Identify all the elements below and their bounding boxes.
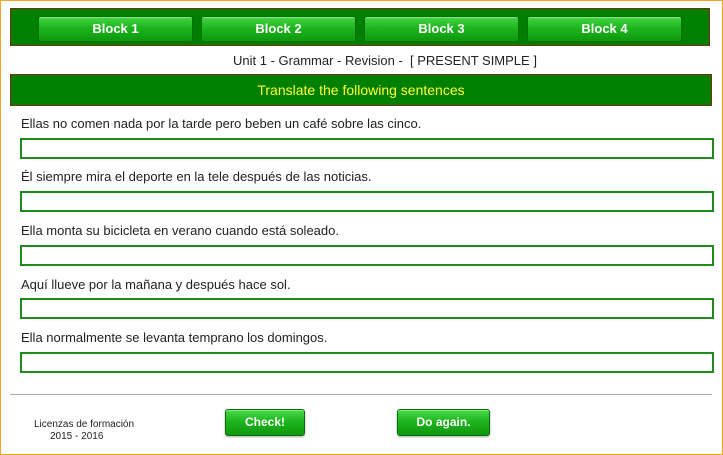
block-3-button[interactable]: Block 3 <box>364 16 519 42</box>
license-line-2: 2015 - 2016 <box>50 431 104 442</box>
question-4-sentence: Aquí llueve por la mañana y después hace sol. <box>21 277 291 292</box>
block-1-button[interactable]: Block 1 <box>38 16 193 42</box>
answer-5-input[interactable] <box>20 352 714 373</box>
footer-divider <box>10 394 712 395</box>
block-nav-bar <box>10 8 710 46</box>
question-1-sentence: Ellas no comen nada por la tarde pero beben un café sobre las cinco. <box>21 116 422 131</box>
question-5-sentence: Ella normalmente se levanta temprano los domingos. <box>21 330 328 345</box>
check-button[interactable]: Check! <box>225 409 305 436</box>
answer-1-input[interactable] <box>20 138 714 159</box>
question-2-sentence: Él siempre mira el deporte en la tele después de las noticias. <box>21 169 372 184</box>
license-line-1: Licenzas de formación <box>34 419 135 430</box>
answer-3-input[interactable] <box>20 245 714 266</box>
license-note <box>34 419 134 443</box>
do-again-button[interactable]: Do again. <box>397 409 490 436</box>
unit-subtitle <box>10 53 723 68</box>
block-4-button[interactable]: Block 4 <box>527 16 682 42</box>
question-3-sentence: Ella monta su bicicleta en verano cuando está soleado. <box>21 223 339 238</box>
block-2-button[interactable]: Block 2 <box>201 16 356 42</box>
answer-2-input[interactable] <box>20 191 714 212</box>
unit-subtitle-text: Unit 1 - Grammar - Revision - [ PRESENT SIMPLE ] <box>233 53 537 68</box>
answer-4-input[interactable] <box>20 298 714 319</box>
section-heading: Translate the following sentences <box>10 74 712 106</box>
